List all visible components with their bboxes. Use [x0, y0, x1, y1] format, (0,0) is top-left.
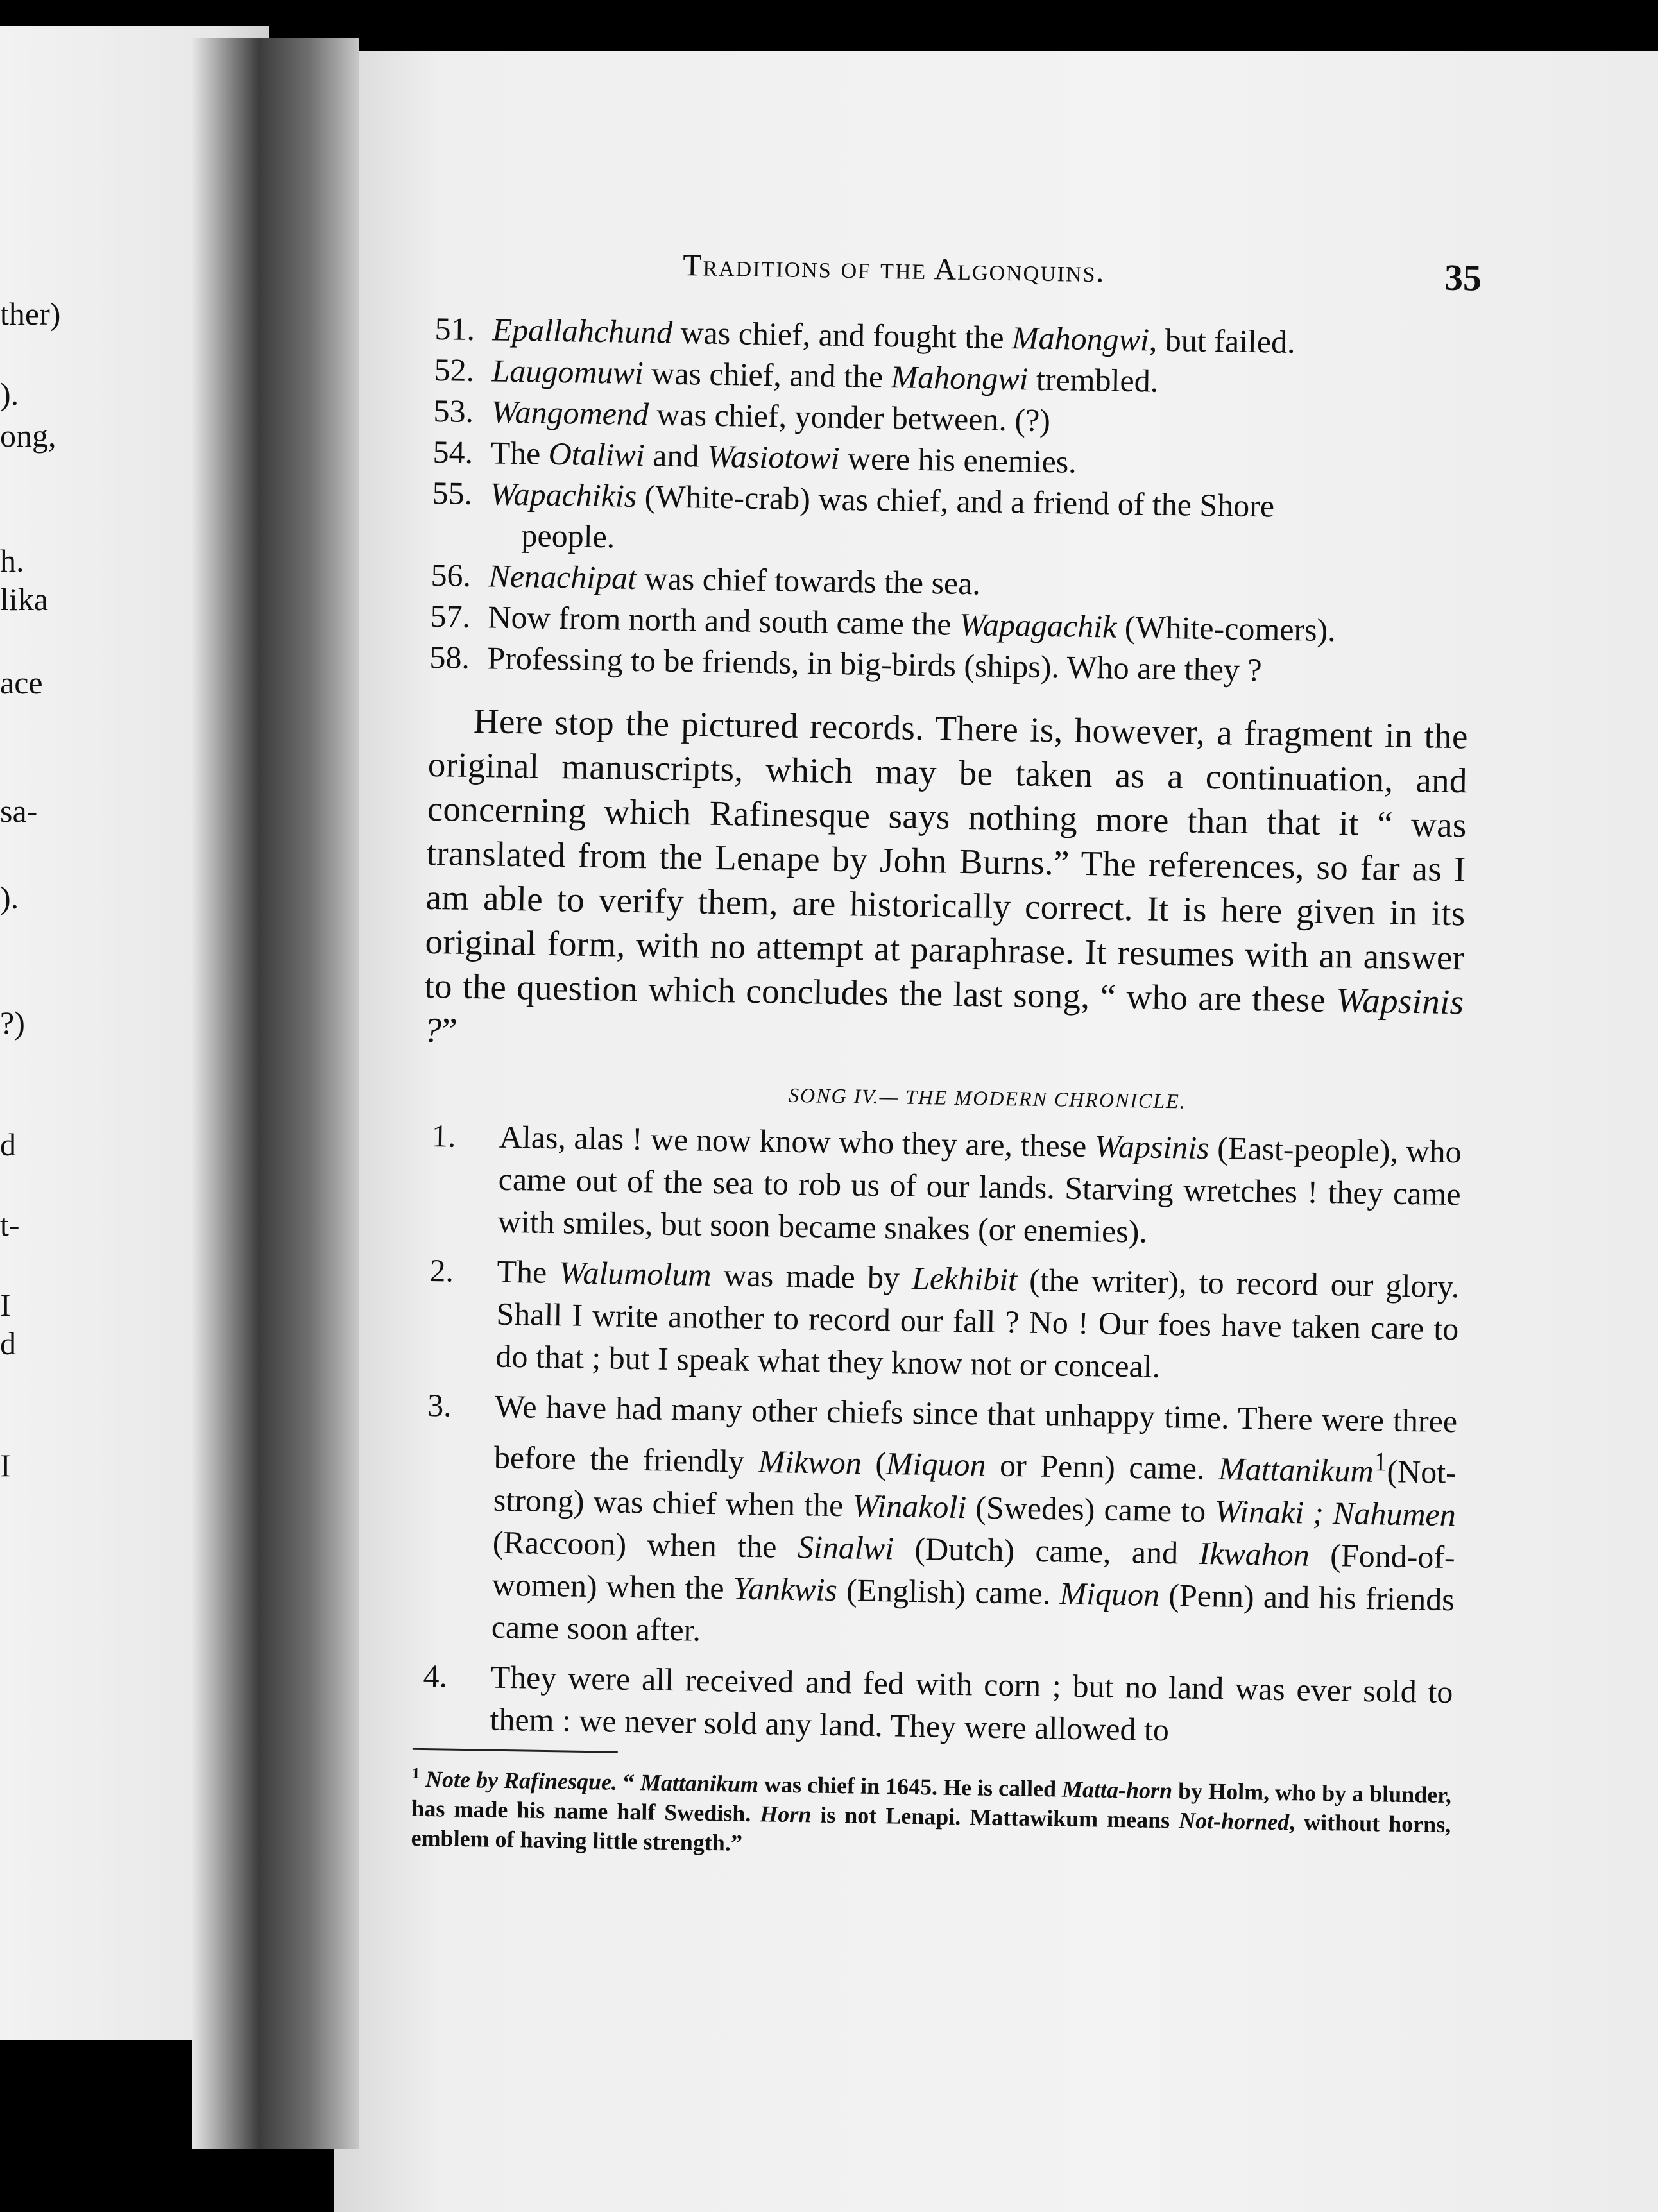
text-run: , but failed. [1149, 321, 1296, 361]
left-page-fragment: ther) [0, 296, 61, 332]
chronicle-list [413, 1114, 1462, 1755]
verse-number: 58. [429, 638, 470, 676]
page-number: 35 [1444, 256, 1482, 299]
text-run: (the writer), to record our glory. Shall I write another to record our fall ? No ! Our foes have taken care to do that ; but I speak what they know not or conceal. [495, 1261, 1460, 1384]
italic-term: Not-horned [1178, 1807, 1290, 1835]
chronicle-item [413, 1654, 1453, 1755]
italic-term: Wapsinis ? [423, 980, 1464, 1050]
italic-term: Sinalwi [797, 1528, 894, 1567]
text-run: The [497, 1253, 560, 1291]
left-page-fragment: ). [0, 376, 19, 412]
verse-number: 52. [434, 351, 475, 388]
italic-term: Mikwon [758, 1443, 862, 1481]
text-run: is not Lenapi. Mattawikum means [811, 1801, 1179, 1833]
item-number: 4. [423, 1657, 448, 1694]
body-paragraph [423, 698, 1468, 1068]
text-run: We have had many other chiefs since that unhappy time. There were three before the friendly [493, 1388, 1458, 1479]
left-page-fragment: I [0, 1287, 11, 1323]
left-page-fragment: lika [0, 581, 48, 617]
italic-term: Mattanikum [1218, 1451, 1374, 1489]
left-page-fragment: ?) [0, 1005, 25, 1041]
text-run: (Swedes) came to [966, 1488, 1215, 1529]
text-run: The [490, 434, 549, 472]
text-run: was chief, yonder between. (?) [648, 396, 1051, 439]
footnote-marker: 1 [1373, 1447, 1388, 1477]
text-run: Now from north and south came the [488, 599, 960, 642]
italic-term: Wapsinis [1094, 1128, 1210, 1166]
italic-term: Winakoli [852, 1487, 967, 1525]
left-page-fragment: I [0, 1447, 11, 1483]
verse-line [431, 472, 1472, 570]
text-run: and [644, 437, 708, 474]
text-run: (Dutch) came, and [893, 1530, 1200, 1571]
item-number: 2. [429, 1252, 454, 1289]
italic-term: Matta-horn [1061, 1776, 1173, 1803]
text-run: was chief in 1645. He is called [758, 1771, 1063, 1802]
italic-term: Otaliwi [548, 435, 645, 473]
italic-term: Miquon [1059, 1575, 1160, 1613]
italic-term: Walumolum [559, 1254, 712, 1293]
italic-term: Lekhibit [911, 1259, 1018, 1298]
item-number: 3. [427, 1387, 452, 1424]
italic-term: Wapagachik [959, 606, 1117, 645]
italic-term: Wasiotowi [706, 438, 840, 476]
text-run: ( [861, 1445, 887, 1481]
footnote [411, 1758, 1451, 1868]
italic-term: Nenachipat [488, 557, 637, 596]
verse-number: 57. [430, 597, 471, 634]
text-run: or Penn) came. [986, 1447, 1219, 1487]
book-gutter-shadow [192, 38, 359, 2149]
footnote-rule [413, 1748, 618, 1753]
italic-term: Yankwis [733, 1570, 838, 1608]
left-page-fragment: d [0, 1127, 16, 1162]
text-run: Alas, alas ! we now know who they are, these [499, 1118, 1095, 1164]
text-run: (Penn) and his friends came soon after. [491, 1576, 1455, 1648]
text-run: Here stop the pictured records. There is, however, a fragment in the original manuscripts, which may be taken as a continuation, and concerning which Rafinesque says nothing more than that it “ was translated from the Lenape by John Burns.” The references, so far as I am able to verify them, are historically correct. It is here given in its original form, with no attempt at paraphrase. It resumes with an answer to the question which concludes the last song, “ who are these [424, 701, 1469, 1020]
italic-term: Horn [759, 1800, 812, 1828]
chronicle-item [418, 1249, 1460, 1392]
text-run: (Fond-of-women) when the [491, 1536, 1456, 1606]
left-page-fragment: ). [0, 880, 19, 915]
left-page-fragment: h. [0, 543, 24, 579]
italic-term: Wangomend [491, 393, 649, 432]
page-text-block [411, 231, 1482, 1869]
italic-term: Mahongwi [891, 359, 1029, 397]
verse-number: 56. [431, 556, 472, 593]
text-run: were his enemies. [839, 439, 1077, 480]
italic-term: Mattanikum [640, 1769, 759, 1797]
left-page-fragment: t- [0, 1207, 20, 1243]
italic-term: Laugomuwi [491, 352, 644, 391]
italic-term: Ikwahon [1199, 1535, 1310, 1573]
text-run: , without horns, emblem of having little strength.” [411, 1808, 1451, 1856]
left-page-fragment: sa- [0, 793, 38, 829]
footnote-number: 1 [412, 1765, 420, 1782]
verse-list [429, 308, 1474, 693]
text-run: (White-comers). [1116, 608, 1337, 649]
left-page-fragment: ong, [0, 418, 56, 454]
italic-term: Wapachikis [490, 475, 637, 514]
left-page-fragment: d [0, 1325, 16, 1361]
running-title: Traditions of the Algonquins. [682, 248, 1106, 289]
text-run: (East-people), who came out of the sea to rob us of our lands. Starving wretches ! they came with smiles, but soon became snakes (or enemies). [497, 1130, 1462, 1250]
text-run: Professing to be friends, in big-birds (ships). Who are they ? [487, 640, 1263, 688]
italic-term: Mahongwi [1011, 319, 1150, 358]
text-run: trembled. [1028, 361, 1159, 399]
chronicle-item [414, 1384, 1457, 1663]
text-run: was chief, and the [643, 355, 892, 395]
verse-number: 54. [432, 433, 474, 470]
text-run: was made by [711, 1256, 912, 1296]
text-run: (Not-strong) was chief when the [493, 1453, 1457, 1524]
chronicle-item [420, 1114, 1462, 1257]
text-run: was chief, and fought the [672, 314, 1013, 356]
text-run: “ [617, 1769, 641, 1795]
verse-number: 53. [433, 392, 474, 429]
italic-term: Note by Rafinesque. [425, 1765, 618, 1795]
italic-term: Miquon [885, 1445, 986, 1483]
text-run: They were all received and fed with corn ; but no land was ever sold to them : we never sold any land. They were allowed to [490, 1658, 1453, 1748]
text-run: ” [441, 1010, 458, 1050]
text-run: by Holm, who by a blunder, has made his name half Swedish. [411, 1777, 1452, 1826]
song-title: SONG IV.— THE MODERN CHRONICLE. [788, 1083, 1186, 1113]
italic-term: Winaki ; Nahumen [1214, 1492, 1457, 1533]
left-page-fragment: ace [0, 665, 43, 701]
italic-term: Epallahchund [492, 311, 673, 350]
verse-number: 51. [434, 310, 475, 347]
verse-number: 55. [432, 474, 473, 511]
verse-continuation: people. [521, 517, 615, 555]
text-run: (White-crab) was chief, and a friend of the Shore [636, 477, 1275, 524]
text-run: was chief towards the sea. [636, 559, 981, 602]
item-number: 1. [431, 1118, 456, 1154]
text-run: (English) came. [837, 1571, 1061, 1612]
text-run: (Raccoon) when the [492, 1524, 798, 1565]
